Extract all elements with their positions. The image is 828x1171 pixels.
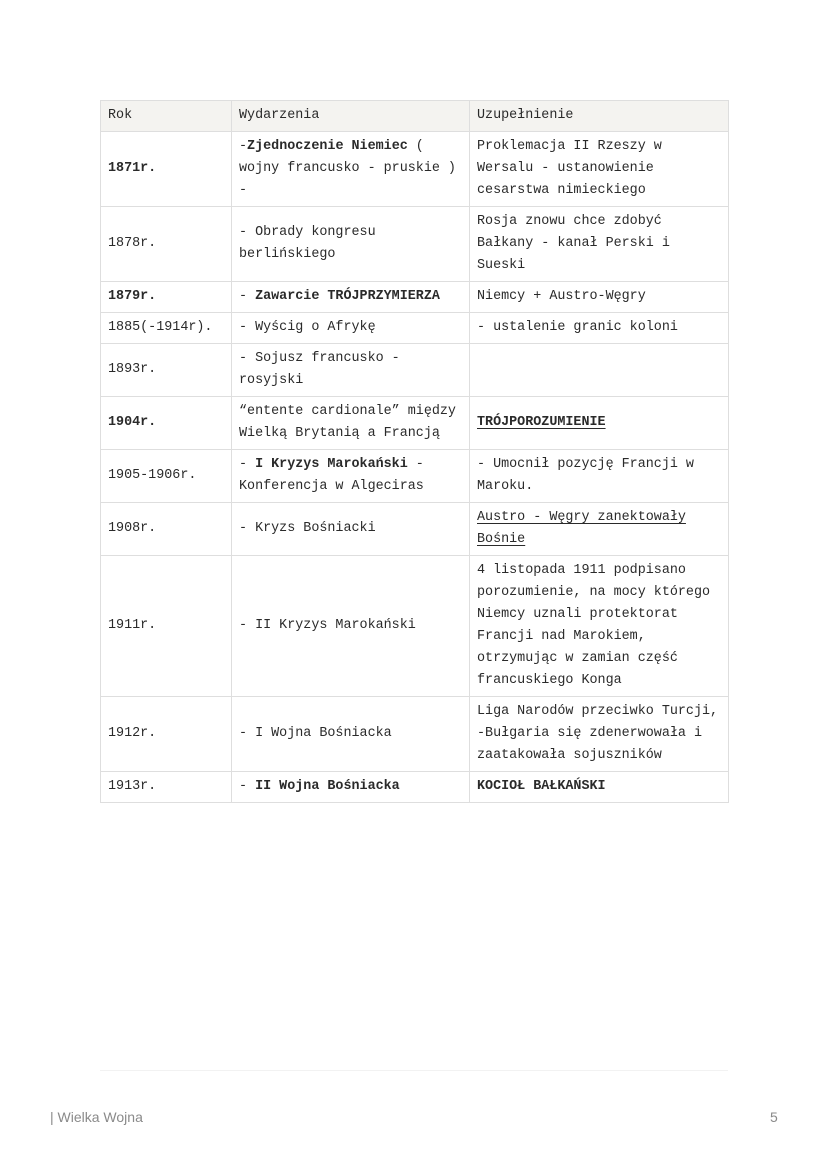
header-notes: Uzupełnienie	[470, 101, 729, 132]
year-cell: 1913r.	[101, 772, 232, 803]
table-row	[101, 313, 729, 344]
table-row	[101, 344, 729, 397]
event-cell: - II Kryzys Marokański	[232, 556, 470, 697]
event-suffix: - Konferencja w Algeciras	[239, 457, 424, 494]
table-header-row	[101, 101, 729, 132]
note-cell: KOCIOŁ BAŁKAŃSKI	[470, 772, 729, 803]
note-cell: 4 listopada 1911 podpisano porozumienie, na mocy którego Niemcy uznali protektorat Francji nad Marokiem, otrzymując w zamian część francuskiego Konga	[470, 556, 729, 697]
table-row	[101, 282, 729, 313]
event-bold-text: II Wojna Bośniacka	[255, 779, 400, 794]
table-row	[101, 132, 729, 207]
note-text: Austro - Węgry zanektowały Bośnie	[477, 510, 686, 547]
page-number: 5	[770, 1109, 778, 1125]
table-row	[101, 397, 729, 450]
table-row	[101, 556, 729, 697]
year-cell: 1904r.	[101, 397, 232, 450]
event-prefix: -	[239, 779, 256, 794]
year-cell: 1879r.	[101, 282, 232, 313]
event-bold-text: Zawarcie TRÓJPRZYMIERZA	[255, 289, 440, 304]
event-cell: - Obrady kongresu berlińskiego	[232, 207, 470, 282]
table-row	[101, 450, 729, 503]
note-cell: Liga Narodów przeciwko Turcji, -Bułgaria się zdenerwowała i zaatakowała sojuszników	[470, 697, 729, 772]
event-cell: - Sojusz francusko - rosyjski	[232, 344, 470, 397]
table-row	[101, 697, 729, 772]
note-text: TRÓJPOROZUMIENIE	[477, 415, 606, 430]
event-prefix: -	[239, 139, 248, 154]
note-cell: Proklemacja II Rzeszy w Wersalu - ustanowienie cesarstwa nimieckiego	[470, 132, 729, 207]
year-cell: 1911r.	[101, 556, 232, 697]
event-cell	[232, 772, 470, 803]
table-row	[101, 503, 729, 556]
event-prefix: -	[239, 457, 256, 472]
note-cell	[470, 503, 729, 556]
note-cell: Rosja znowu chce zdobyć Bałkany - kanał Perski i Sueski	[470, 207, 729, 282]
year-cell: 1908r.	[101, 503, 232, 556]
event-cell: - Kryzs Bośniacki	[232, 503, 470, 556]
note-cell	[470, 344, 729, 397]
note-cell	[470, 397, 729, 450]
event-prefix: -	[239, 289, 256, 304]
year-cell: 1905-1906r.	[101, 450, 232, 503]
event-cell	[232, 450, 470, 503]
note-cell: - ustalenie granic koloni	[470, 313, 729, 344]
event-suffix: ( wojny francusko - pruskie ) -	[239, 139, 456, 198]
history-table	[100, 100, 729, 803]
footer-title: | Wielka Wojna	[50, 1109, 143, 1125]
table-row	[101, 772, 729, 803]
footer-divider	[100, 1070, 728, 1071]
event-cell	[232, 282, 470, 313]
event-cell: - Wyścig o Afrykę	[232, 313, 470, 344]
year-cell: 1878r.	[101, 207, 232, 282]
year-cell: 1893r.	[101, 344, 232, 397]
event-bold-text: Zjednoczenie Niemiec	[247, 139, 408, 154]
event-cell: “entente cardionale” między Wielką Brytanią a Francją	[232, 397, 470, 450]
event-bold-text: I Kryzys Marokański	[255, 457, 408, 472]
note-cell: Niemcy + Austro-Węgry	[470, 282, 729, 313]
note-cell: - Umocnił pozycję Francji w Maroku.	[470, 450, 729, 503]
year-cell: 1885(-1914r).	[101, 313, 232, 344]
header-year: Rok	[101, 101, 232, 132]
event-cell	[232, 132, 470, 207]
header-events: Wydarzenia	[232, 101, 470, 132]
year-cell: 1871r.	[101, 132, 232, 207]
year-cell: 1912r.	[101, 697, 232, 772]
event-cell: - I Wojna Bośniacka	[232, 697, 470, 772]
table-row	[101, 207, 729, 282]
